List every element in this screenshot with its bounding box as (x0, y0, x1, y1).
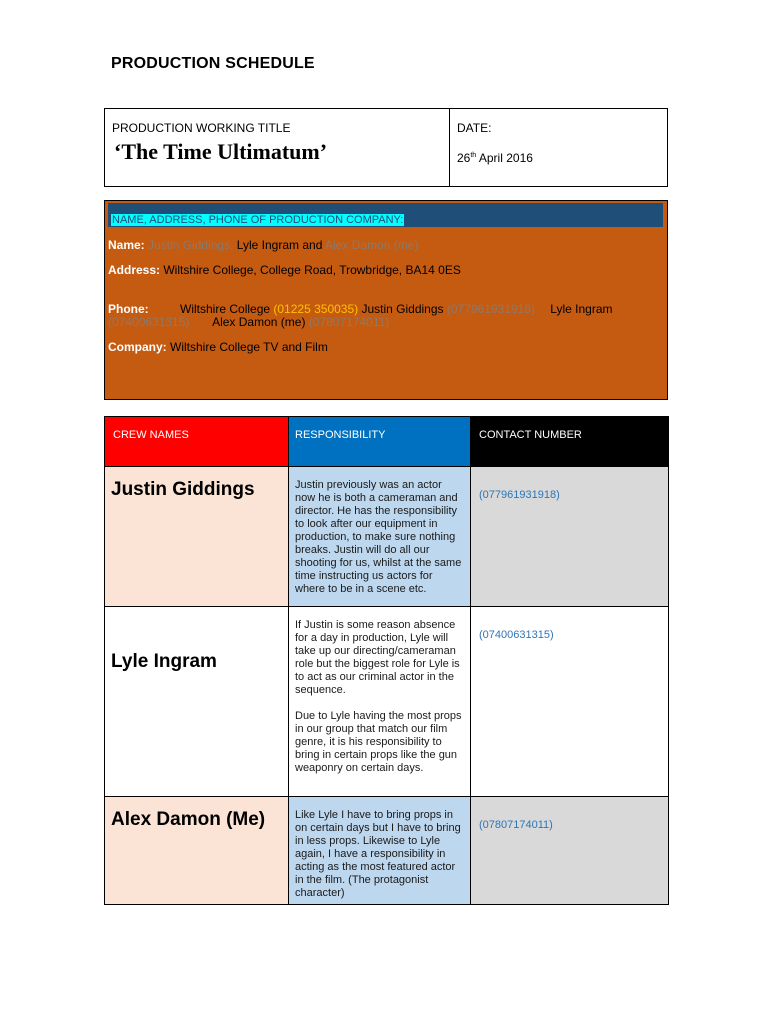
company-company-line (108, 341, 663, 354)
crew-name-cell (105, 467, 289, 607)
document-title: PRODUCTION SCHEDULE (111, 55, 315, 72)
header-responsibility: RESPONSIBILITY (289, 417, 471, 467)
contact-cell (471, 607, 669, 797)
header-box (104, 108, 668, 187)
responsibility-cell (289, 467, 471, 607)
crew-name-cell (105, 797, 289, 905)
name-label: Name: (108, 238, 145, 252)
phone-college-number: (01225 350035) (273, 302, 359, 316)
company-box (104, 200, 668, 400)
table-row (105, 467, 669, 607)
name-alex: Alex Damon (me) (325, 238, 419, 252)
company-heading: NAME, ADDRESS, PHONE OF PRODUCTION COMPANY: (112, 214, 404, 226)
crew-name: Alex Damon (Me) (111, 809, 266, 830)
phone-lyle: Lyle Ingram (546, 302, 613, 316)
date-cell (450, 109, 667, 186)
working-title-cell (105, 109, 450, 186)
responsibility-cell (289, 607, 471, 797)
company-label: Company: (108, 340, 167, 354)
phone-alex: Alex Damon (me) (209, 315, 309, 329)
date-value (457, 151, 667, 165)
responsibility-text: Justin previously was an actor now he is both a cameraman and director. He has the responsibility to look after our equipment in production, to make sure nothing breaks. Justin will do all our shooting for us, whilst at the same time instructing us actors for where to be in a scene etc. (295, 479, 462, 595)
header-crew-names: CREW NAMES (105, 417, 289, 467)
date-suffix: th (470, 152, 477, 159)
date-day: 26 (457, 151, 471, 165)
contact-number: (07807174011) (479, 819, 553, 831)
working-title: ‘The Time Ultimatum’ (114, 139, 328, 164)
company-phone-line (108, 303, 663, 329)
responsibility-text: Due to Lyle having the most props in our group that match our film genre, it is his responsibility to bring in certain props like the gun weaponry on certain days. (295, 710, 462, 774)
crew-table (104, 416, 669, 905)
phone-justin-number: (07796193191​8) (446, 302, 535, 316)
company-name-line (108, 239, 663, 252)
crew-name: Lyle Ingram (111, 651, 217, 672)
phone-label: Phone: (108, 302, 149, 316)
phone-alex-number: (07807174011) (308, 315, 390, 329)
contact-number: (07400631315) (479, 629, 554, 641)
phone-justin: Justin Giddings (358, 302, 447, 316)
company-heading-band (108, 203, 663, 227)
responsibility-cell (289, 797, 471, 905)
company-value: Wiltshire College TV and Film (166, 340, 328, 354)
crew-table-header (105, 417, 669, 467)
crew-name: Justin Giddings (111, 479, 255, 500)
contact-cell (471, 467, 669, 607)
table-row (105, 797, 669, 905)
table-row (105, 607, 669, 797)
date-rest: April 2016 (476, 151, 533, 165)
address-value: Wiltshire College, College Road, Trowbridge, BA14 0ES (160, 263, 461, 277)
company-address-line (108, 264, 663, 277)
working-title-label: PRODUCTION WORKING TITLE (112, 121, 291, 135)
header-contact-number: CONTACT NUMBER (471, 417, 669, 467)
contact-cell (471, 797, 669, 905)
responsibility-text: If Justin is some reason absence for a day in production, Lyle will take up our directing/cameraman role but the biggest role for Lyle is to act as our criminal actor in the sequence. (295, 619, 460, 696)
date-label: DATE: (457, 121, 492, 135)
phone-college: Wiltshire College (180, 302, 274, 316)
crew-name-cell (105, 607, 289, 797)
address-label: Address: (108, 263, 161, 277)
phone-lyle-number: (07400631315) (108, 315, 190, 329)
name-justin: Justin Giddings, (148, 238, 234, 252)
contact-number: (077961931918) (479, 489, 560, 501)
responsibility-text: Like Lyle I have to bring props in on certain days but I have to bring in less props. Likewise to Lyle again, I have a responsibility in acting as the most featured actor in the film. (The protagonist character) (295, 809, 461, 899)
name-lyle: Lyle Ingram and (233, 238, 326, 252)
